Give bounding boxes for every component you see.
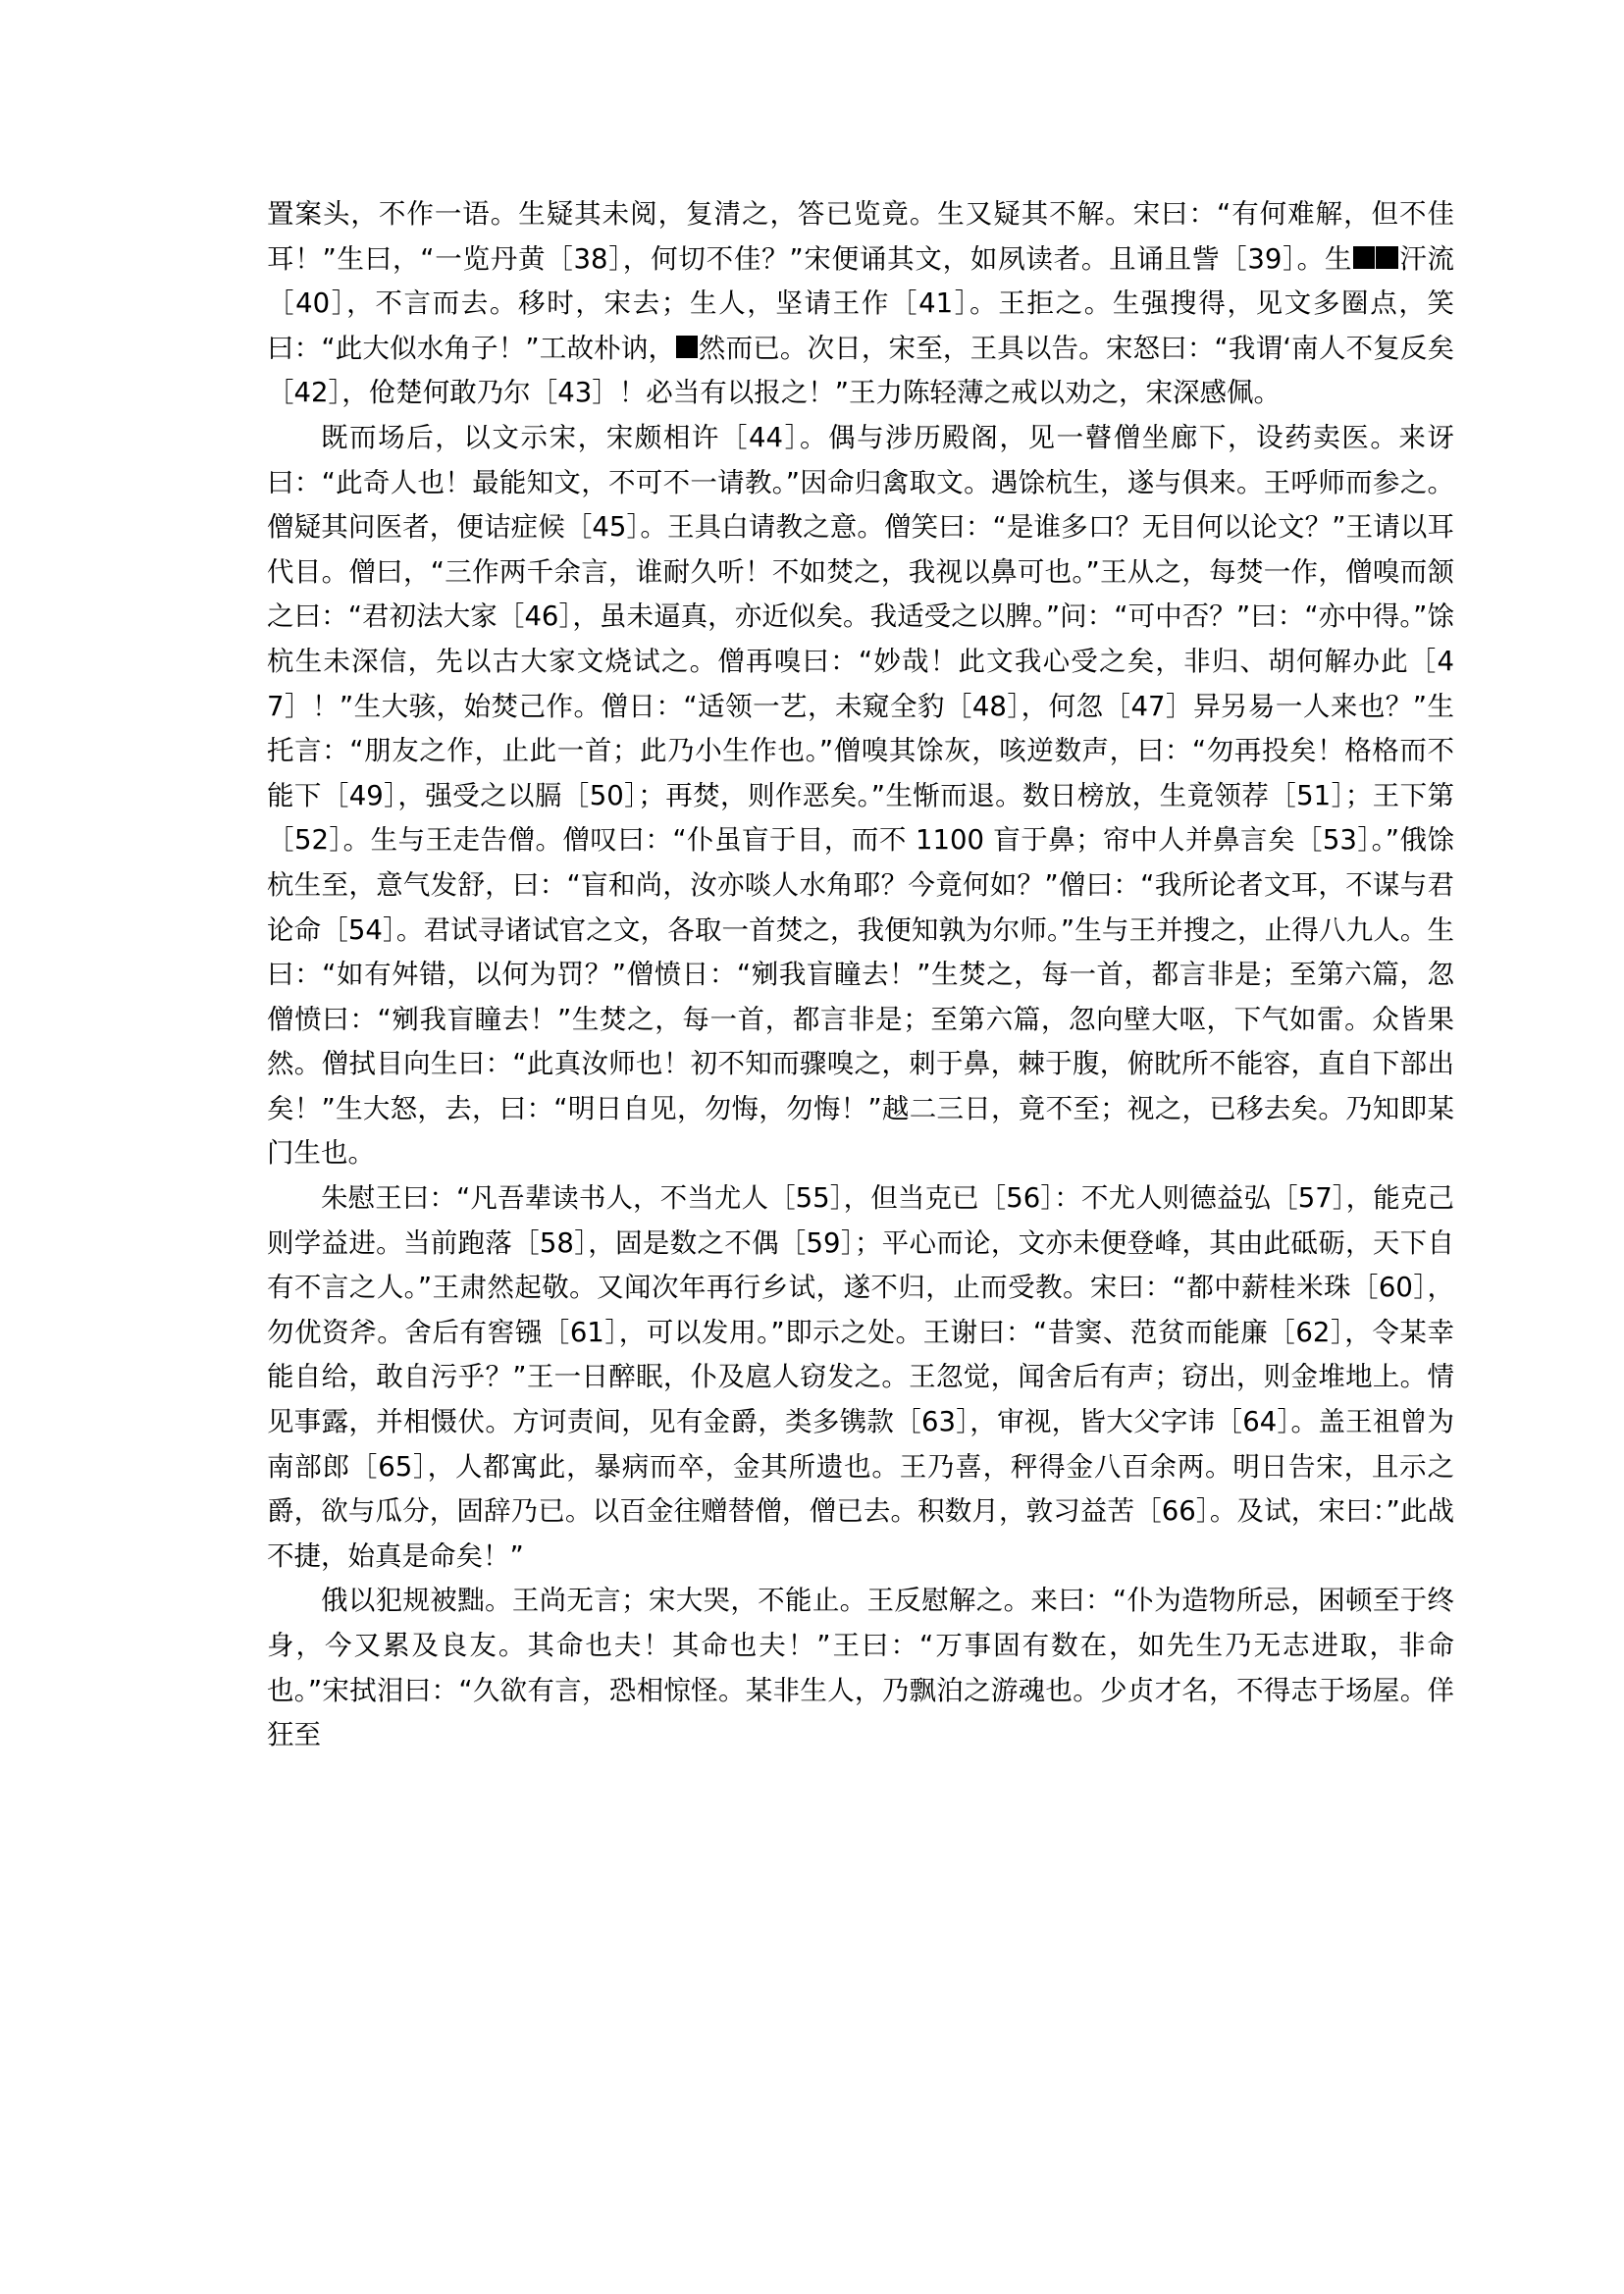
paragraph-2: 既而场后，以文示宋，宋颇相许［44］。偶与涉历殿阁，见一瞽僧坐廊下，设药卖医。来讶曰：“此奇人也！最能知文，不可不一请教。”因命归禽取文。遇馀杭生，遂与俱来。王呼师而参之。僧疑其问医者，便诘症候［45］。王具白请教之意。僧笑曰：“是谁多口？无目何以论文？”王请以耳代目。僧曰，“三作两千余言，谁耐久听！不如焚之，我视以鼻可也。”王从之，每焚一作，僧嗅而颔之曰：“君初法大家［46］，虽未逼真，亦近似矣。我适受之以脾。”问：“可中否？”曰：“亦中得。”馀杭生未深信，先以古大家文烧试之。僧再嗅曰：“妙哉！此文我心受之矣，非归、胡何解办此［47］！”生大骇，始焚己作。僧日：“适领一艺，未窥全豹［48］，何忽［47］异另易一人来也？”生托言：“朋友之作，止此一首；此乃小生作也。”僧嗅其馀灰，咳逆数声，曰：“勿再投矣！格格而不能下［49］，强受之以膈［50］；再焚，则作恶矣。”生惭而退。数日榜放，生竟领荐［51］；王下第［52］。生与王走告僧。僧叹曰：“仆虽盲于目，而不 1100 盲于鼻；帘中人并鼻言矣［53］。”俄馀杭生至，意气发舒，曰：“盲和尚，汝亦啖人水角耶？今竟何如？”僧曰：“我所论者文耳，不谋与君论命［54］。君试寻诸试官之文，各取一首焚之，我便知孰为尔师。”生与王并搜之，止得八九人。生曰：“如有舛错，以何为罚？”僧愤日：“剜我盲瞳去！”生焚之，每一首，都言非是；至第六篇，忽僧愤曰：“剜我盲瞳去！”生焚之，每一首，都言非是；至第六篇，忽向壁大呕，下气如雷。众皆果然。僧拭目向生曰：“此真汝师也！初不知而骤嗅之，刺于鼻，棘于腹，俯眈所不能容，直自下部出矣！”生大怒，去，曰：“明日自见，勿悔，勿悔！”越二三日，竟不至；视之，已移去矣。乃知即某门生也。	[267, 421, 1454, 1170]
paragraph-4: 俄以犯规被黜。王尚无言；宋大哭，不能止。王反慰解之。来曰：“仆为造物所忌，困顿至于终身，今又累及良友。其命也夫！其命也夫！”王曰：“万事固有数在，如先生乃无志进取，非命也。”宋拭泪曰：“久欲有言，恐相惊怪。某非生人，乃飘泊之游魂也。少贞才名，不得志于场屋。佯狂至	[267, 1585, 1454, 1751]
paragraph-3: 朱慰王曰：“凡吾辈读书人，不当尤人［55］，但当克已［56］：不尤人则德益弘［57］，能克己则学益进。当前跑落［58］，固是数之不偶［59］；平心而论，文亦未便登峰，其由此砥砺，天下自有不言之人。”王肃然起敬。又闻次年再行乡试，遂不归，止而受教。宋曰：“都中薪桂米珠［60］，勿优资斧。舍后有窖镪［61］，可以发用。”即示之处。王谢曰：“昔窦、范贫而能廉［62］，令某幸能自给，敢自污乎？”王一日醉眠，仆及扈人窃发之。王忽觉，闻舍后有声；窃出，则金堆地上。情见事露，并相慑伏。方诃责间，见有金爵，类多镌款［63］，审视，皆大父字讳［64］。盖王祖曾为南部郎［65］，人都寓此，暴病而卒，金其所遗也。王乃喜，秤得金八百余两。明日告宋，且示之爵，欲与瓜分，固辞乃已。以百金往赠替僧，僧已去。积数月，敦习益苦［66］。及试，宋曰：”此战不捷，始真是命矣！”	[267, 1182, 1454, 1572]
censored-block-glyph	[1376, 246, 1398, 269]
censored-block-glyph	[676, 336, 699, 358]
paragraph-1: 置案头，不作一语。生疑其未阅，复清之，答已览竟。生又疑其不解。宋曰：“有何难解，但不佳耳！”生曰，“一览丹黄［38］，何切不佳？”宋便诵其文，如夙读者。且诵且訾［39］。生 汗流［40］，不言而去。移时，宋去；生人，坚请王作［41］。王拒之。生强搜得，见文多圈点，笑曰：“此大似水角子！”工故朴讷， 然而已。次日，宋至，王具以告。宋怒曰：“我谓‘南人不复反矣［42］，伧楚何敢乃尔［43］！必当有以报之！”王力陈轻薄之戒以劝之，宋深感佩。	[267, 198, 1454, 409]
censored-block-glyph	[1353, 246, 1376, 269]
document-body	[267, 192, 1454, 1758]
